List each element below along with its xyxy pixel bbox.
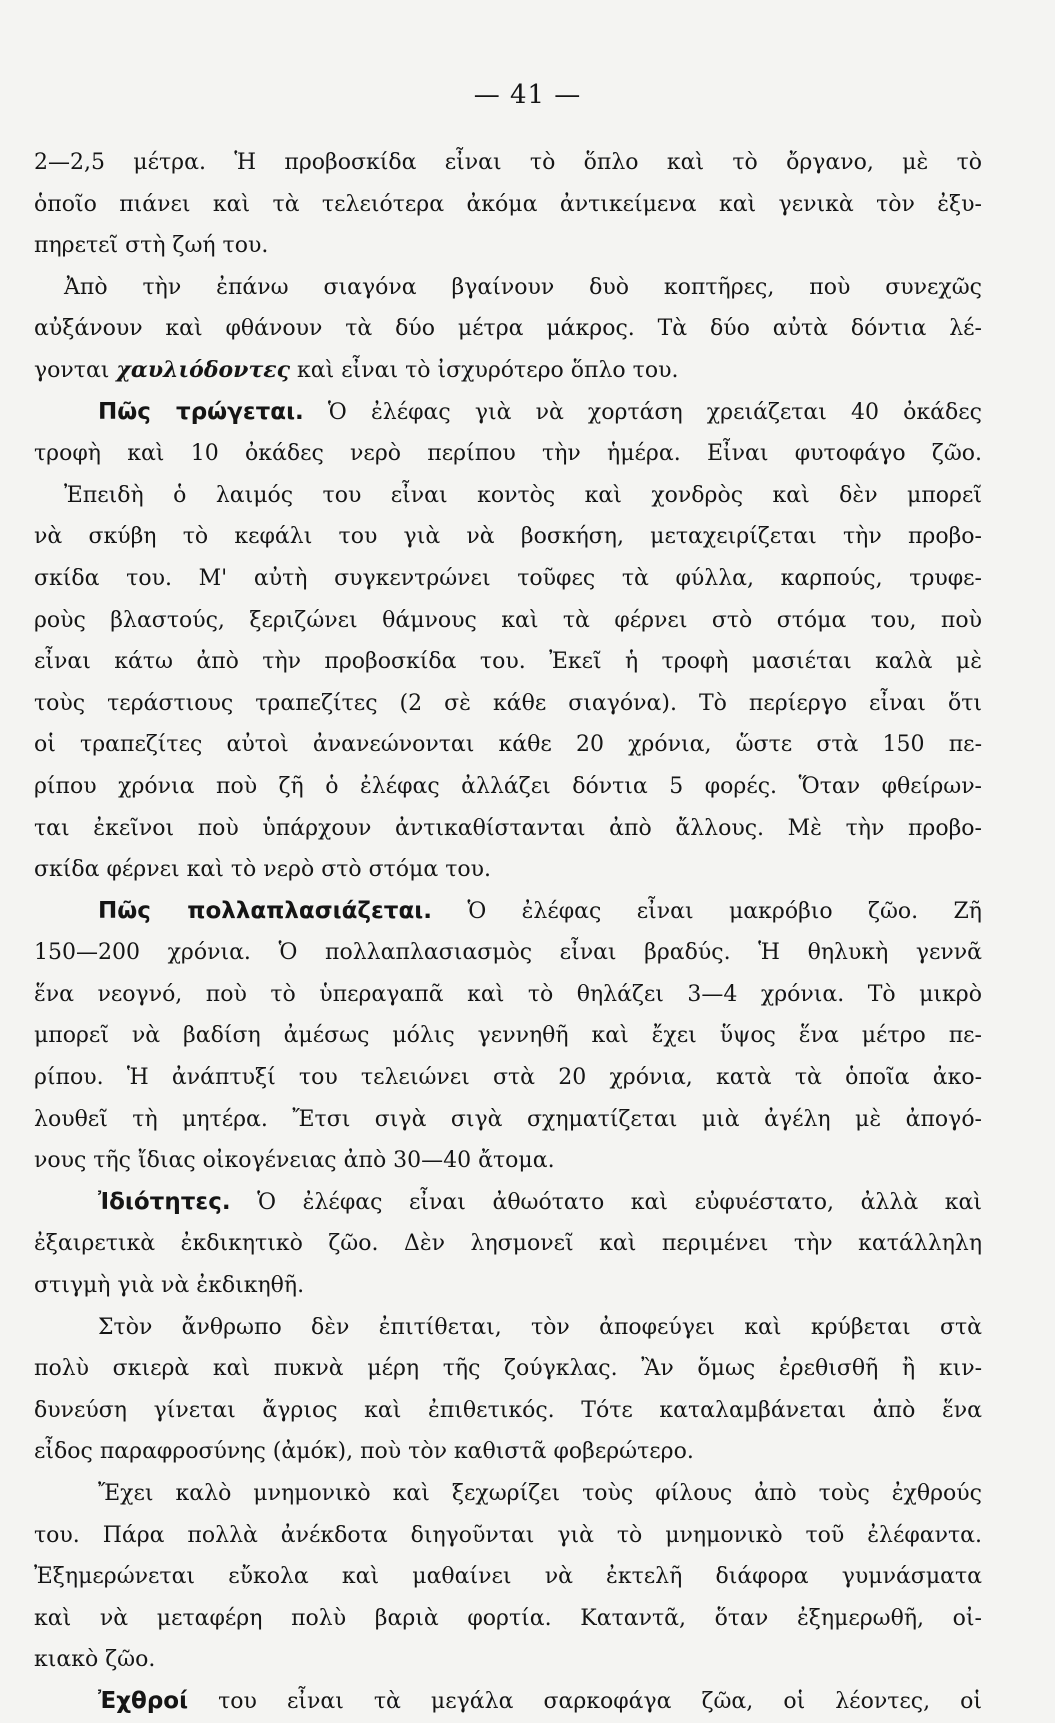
paragraph-start-line: Ἐπειδὴ ὁ λαιμός του εἶναι κοντὸς καὶ χονδρὸς καὶ δὲν μπορεῖ <box>64 482 982 508</box>
page-number: — 41 — <box>473 80 582 110</box>
paragraph-start-line: Στὸν ἄνθρωπο δὲν ἐπιτίθεται, τὸν ἀποφεύγει καὶ κρύβεται στὰ <box>98 1314 982 1340</box>
text-line: ὁποῖο πιάνει καὶ τὰ τελειότερα ἀκόμα ἀντικείμενα καὶ γενικὰ τὸν ἐξυ- <box>34 191 982 217</box>
text-line: οἱ τραπεζίτες αὐτοὶ ἀνανεώνονται κάθε 20 χρόνια, ὥστε στὰ 150 πε- <box>34 732 982 758</box>
paragraph-start-line: Ἐξημερώνεται εὔκολα καὶ μαθαίνει νὰ ἐκτελῆ διάφορα γυμνάσματα <box>34 1564 982 1590</box>
section-line: Πῶς πολλαπλασιάζεται. Ὁ ἐλέφας εἶναι μακρόβιο ζῶο. Ζῆ <box>98 897 982 924</box>
text-line: εἶναι κάτω ἀπὸ τὴν προβοσκίδα του. Ἐκεῖ ἡ τροφὴ μασιέται καλὰ μὲ <box>34 649 982 675</box>
text-line: νους τῆς ἴδιας οἰκογένειας ἀπὸ 30—40 ἄτομα. <box>34 1148 555 1174</box>
text-line: αὐξάνουν καὶ φθάνουν τὰ δύο μέτρα μάκρος. Τὰ δύο αὐτὰ δόντια λέ- <box>34 316 982 342</box>
text-line: ται ἐκεῖνοι ποὺ ὑπάρχουν ἀντικαθίστανται ἀπὸ ἄλλους. Μὲ τὴν προβο- <box>34 815 982 841</box>
text-line: μπορεῖ νὰ βαδίση ἀμέσως μόλις γεννηθῆ καὶ ἔχει ὕψος ἕνα μέτρο πε- <box>34 1023 982 1049</box>
text-line: 2—2,5 μέτρα. Ἡ προβοσκίδα εἶναι τὸ ὅπλο καὶ τὸ ὄργανο, μὲ τὸ <box>34 150 982 175</box>
paragraph-start-line: Ἔχει καλὸ μνημονικὸ καὶ ξεχωρίζει τοὺς φίλους ἀπὸ τοὺς ἐχθρούς <box>98 1481 982 1506</box>
text-line: ρίπου. Ἡ ἀνάπτυξί του τελειώνει στὰ 20 χρόνια, κατὰ τὰ ὁποῖα ἀκο- <box>34 1065 982 1091</box>
text-line: πηρετεῖ στὴ ζωή του. <box>34 233 269 259</box>
text-line: δυνεύση γίνεται ἄγριος καὶ ἐπιθετικός. Τότε καταλαμβάνεται ἀπὸ ἕνα <box>34 1397 982 1423</box>
section-heading: Πῶς τρώγεται. <box>98 398 304 425</box>
text-line: τοὺς τεράστιους τραπεζίτες (2 σὲ κάθε σιαγόνα). Τὸ περίεργο εἶναι ὅτι <box>34 690 982 716</box>
text-line: σκίδα του. Μ' αὐτὴ συγκεντρώνει τοῦφες τὰ φύλλα, καρπούς, τρυφε- <box>34 565 982 591</box>
text-line: ρίπου χρόνια ποὺ ζῆ ὁ ἐλέφας ἀλλάζει δόντια 5 φορές. Ὅταν φθείρων- <box>34 773 982 799</box>
paragraph-start-line: Ἀπὸ τὴν ἐπάνω σιαγόνα βγαίνουν δυὸ κοπτῆρες, ποὺ συνεχῶς <box>64 274 982 300</box>
italic-term: χαυλιόδοντες <box>116 356 291 383</box>
section-line: Πῶς τρώγεται. Ὁ ἐλέφας γιὰ νὰ χορτάση χρειάζεται 40 ὀκάδες <box>98 398 982 425</box>
section-heading: Ἰδιότητες. <box>98 1188 231 1215</box>
text-line: νὰ σκύβη τὸ κεφάλι του γιὰ νὰ βοσκήση, μεταχειρίζεται τὴν προβο- <box>34 524 982 550</box>
section-heading: Ἐχθροί <box>98 1687 189 1714</box>
text-line: του. Πάρα πολλὰ ἀνέκδοτα διηγοῦνται γιὰ τὸ μνημονικὸ τοῦ ἐλέφαντα. <box>34 1522 982 1548</box>
text-line: σκίδα φέρνει καὶ τὸ νερὸ στὸ στόμα του. <box>34 857 491 883</box>
text-line: καὶ νὰ μεταφέρη πολὺ βαριὰ φορτία. Καταντᾶ, ὅταν ἐξημερωθῆ, οἰ- <box>34 1605 982 1631</box>
text-line: γονται χαυλιόδοντες καὶ εἶναι τὸ ἰσχυρότερο ὅπλο του. <box>34 356 679 383</box>
text-line: τροφὴ καὶ 10 ὀκάδες νερὸ περίπου τὴν ἡμέρα. Εἶναι φυτοφάγο ζῶο. <box>34 441 982 467</box>
text-line: ἐξαιρετικὰ ἐκδικητικὸ ζῶο. Δὲν λησμονεῖ καὶ περιμένει τὴν κατάλληλη <box>34 1231 982 1257</box>
section-heading: Πῶς πολλαπλασιάζεται. <box>98 897 432 924</box>
text-line: εἶδος παραφροσύνης (ἀμόκ), ποὺ τὸν καθιστᾶ φοβερώτερο. <box>34 1439 694 1465</box>
text-line: 150—200 χρόνια. Ὁ πολλαπλασιασμὸς εἶναι βραδύς. Ἡ θηλυκὴ γεννᾶ <box>34 940 982 966</box>
text-line: ἕνα νεογνό, ποὺ τὸ ὑπεραγαπᾶ καὶ τὸ θηλάζει 3—4 χρόνια. Τὸ μικρὸ <box>34 981 982 1007</box>
text-line: λουθεῖ τὴ μητέρα. Ἔτσι σιγὰ σιγὰ σχηματίζεται μιὰ ἀγέλη μὲ ἀπογό- <box>34 1106 982 1132</box>
section-line: Ἰδιότητες. Ὁ ἐλέφας εἶναι ἀθωότατο καὶ εὐφυέστατο, ἀλλὰ καὶ <box>98 1188 982 1215</box>
text-line: στιγμὴ γιὰ νὰ ἐκδικηθῆ. <box>34 1273 305 1299</box>
section-line: Ἐχθροί του εἶναι τὰ μεγάλα σαρκοφάγα ζῶα, οἱ λέοντες, οἱ <box>98 1687 982 1714</box>
text-line: κιακὸ ζῶο. <box>34 1647 156 1673</box>
text-line: πολὺ σκιερὰ καὶ πυκνὰ μέρη τῆς ζούγκλας. Ἂν ὅμως ἐρεθισθῆ ἢ κιν- <box>34 1356 982 1382</box>
body-text <box>34 142 982 1723</box>
text-line: ροὺς βλαστούς, ξεριζώνει θάμνους καὶ τὰ φέρνει στὸ στόμα του, ποὺ <box>34 607 982 633</box>
